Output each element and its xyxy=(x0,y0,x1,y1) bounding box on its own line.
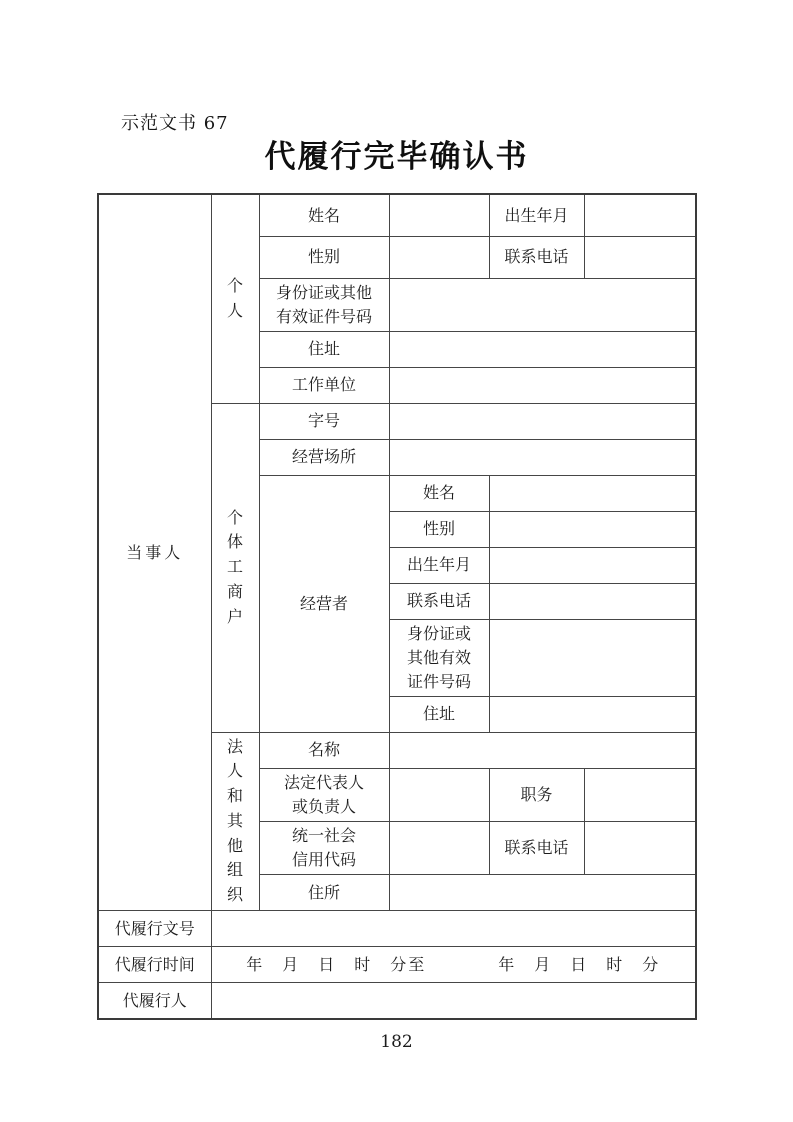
operator-id-label-line2: 其他有效 xyxy=(406,647,471,667)
individual-phone-value xyxy=(584,236,696,278)
operator-name-value xyxy=(489,475,696,511)
legal-phone-label: 联系电话 xyxy=(489,821,584,874)
individual-birth-label: 出生年月 xyxy=(489,194,584,236)
form-table xyxy=(97,193,697,1020)
individual-id-value xyxy=(389,278,696,331)
individual-address-label: 住址 xyxy=(259,331,389,367)
section-individual-cell xyxy=(211,194,259,403)
individual-name-value xyxy=(389,194,489,236)
legal-rep-value xyxy=(389,768,489,821)
individual-workunit-value xyxy=(389,367,696,403)
time-label: 代履行时间 xyxy=(98,947,211,983)
individual-phone-label: 联系电话 xyxy=(489,236,584,278)
page-title: 代履行完毕确认书 xyxy=(264,139,529,175)
individual-name-label: 姓名 xyxy=(259,194,389,236)
business-tradename-value xyxy=(389,403,696,439)
operator-address-value xyxy=(489,696,696,732)
legal-residence-label: 住所 xyxy=(259,874,389,910)
individual-birth-value xyxy=(584,194,696,236)
business-premises-value xyxy=(389,439,696,475)
operator-id-value xyxy=(489,619,696,696)
operator-phone-label: 联系电话 xyxy=(389,583,489,619)
legal-phone-value xyxy=(584,821,696,874)
operator-gender-label: 性别 xyxy=(389,511,489,547)
operator-id-label-line1: 身份证或 xyxy=(406,623,471,643)
performer-value xyxy=(211,983,696,1019)
operator-gender-value xyxy=(489,511,696,547)
legal-rep-label-line1: 法定代表人 xyxy=(283,772,364,792)
individual-gender-label: 性别 xyxy=(259,236,389,278)
section-individual-label: 个人 xyxy=(226,275,243,320)
individual-id-label-line1: 身份证或其他 xyxy=(275,282,372,302)
legal-name-label: 名称 xyxy=(259,732,389,768)
operator-id-label-line3: 证件号码 xyxy=(406,671,471,691)
individual-id-label xyxy=(259,278,389,331)
table-row xyxy=(98,983,696,1019)
operator-birth-value xyxy=(489,547,696,583)
individual-workunit-label: 工作单位 xyxy=(259,367,389,403)
operator-id-label xyxy=(389,619,489,696)
operator-name-label: 姓名 xyxy=(389,475,489,511)
business-tradename-label: 字号 xyxy=(259,403,389,439)
section-business-label: 个体工商户 xyxy=(226,507,243,626)
operator-birth-label: 出生年月 xyxy=(389,547,489,583)
legal-rep-label-line2: 或负责人 xyxy=(291,796,356,816)
legal-uscc-value xyxy=(389,821,489,874)
doc-number-label: 代履行文号 xyxy=(98,911,211,947)
operator-phone-value xyxy=(489,583,696,619)
individual-gender-value xyxy=(389,236,489,278)
business-premises-label: 经营场所 xyxy=(259,439,389,475)
operator-address-label: 住址 xyxy=(389,696,489,732)
individual-id-label-line2: 有效证件号码 xyxy=(275,306,372,326)
legal-position-value xyxy=(584,768,696,821)
section-legal-label: 法人和其他组织 xyxy=(226,736,243,905)
doc-number-value xyxy=(211,911,696,947)
time-value: 年 月 日 时 分至 年 月 日 时 分 xyxy=(211,947,696,983)
party-label-cell: 当事人 xyxy=(98,194,211,911)
individual-address-value xyxy=(389,331,696,367)
table-row xyxy=(98,194,696,236)
table-row xyxy=(98,911,696,947)
legal-rep-label xyxy=(259,768,389,821)
legal-name-value xyxy=(389,732,696,768)
legal-residence-value xyxy=(389,874,696,910)
legal-uscc-label xyxy=(259,821,389,874)
legal-uscc-label-line2: 信用代码 xyxy=(291,849,356,869)
legal-uscc-label-line1: 统一社会 xyxy=(291,825,356,845)
section-legal-cell xyxy=(211,732,259,911)
page-number: 182 xyxy=(380,1032,413,1052)
table-row xyxy=(98,947,696,983)
performer-label: 代履行人 xyxy=(98,983,211,1019)
doc-series-label: 示范文书 67 xyxy=(121,113,229,134)
section-business-cell xyxy=(211,403,259,732)
legal-position-label: 职务 xyxy=(489,768,584,821)
business-operator-label-cell: 经营者 xyxy=(259,475,389,732)
